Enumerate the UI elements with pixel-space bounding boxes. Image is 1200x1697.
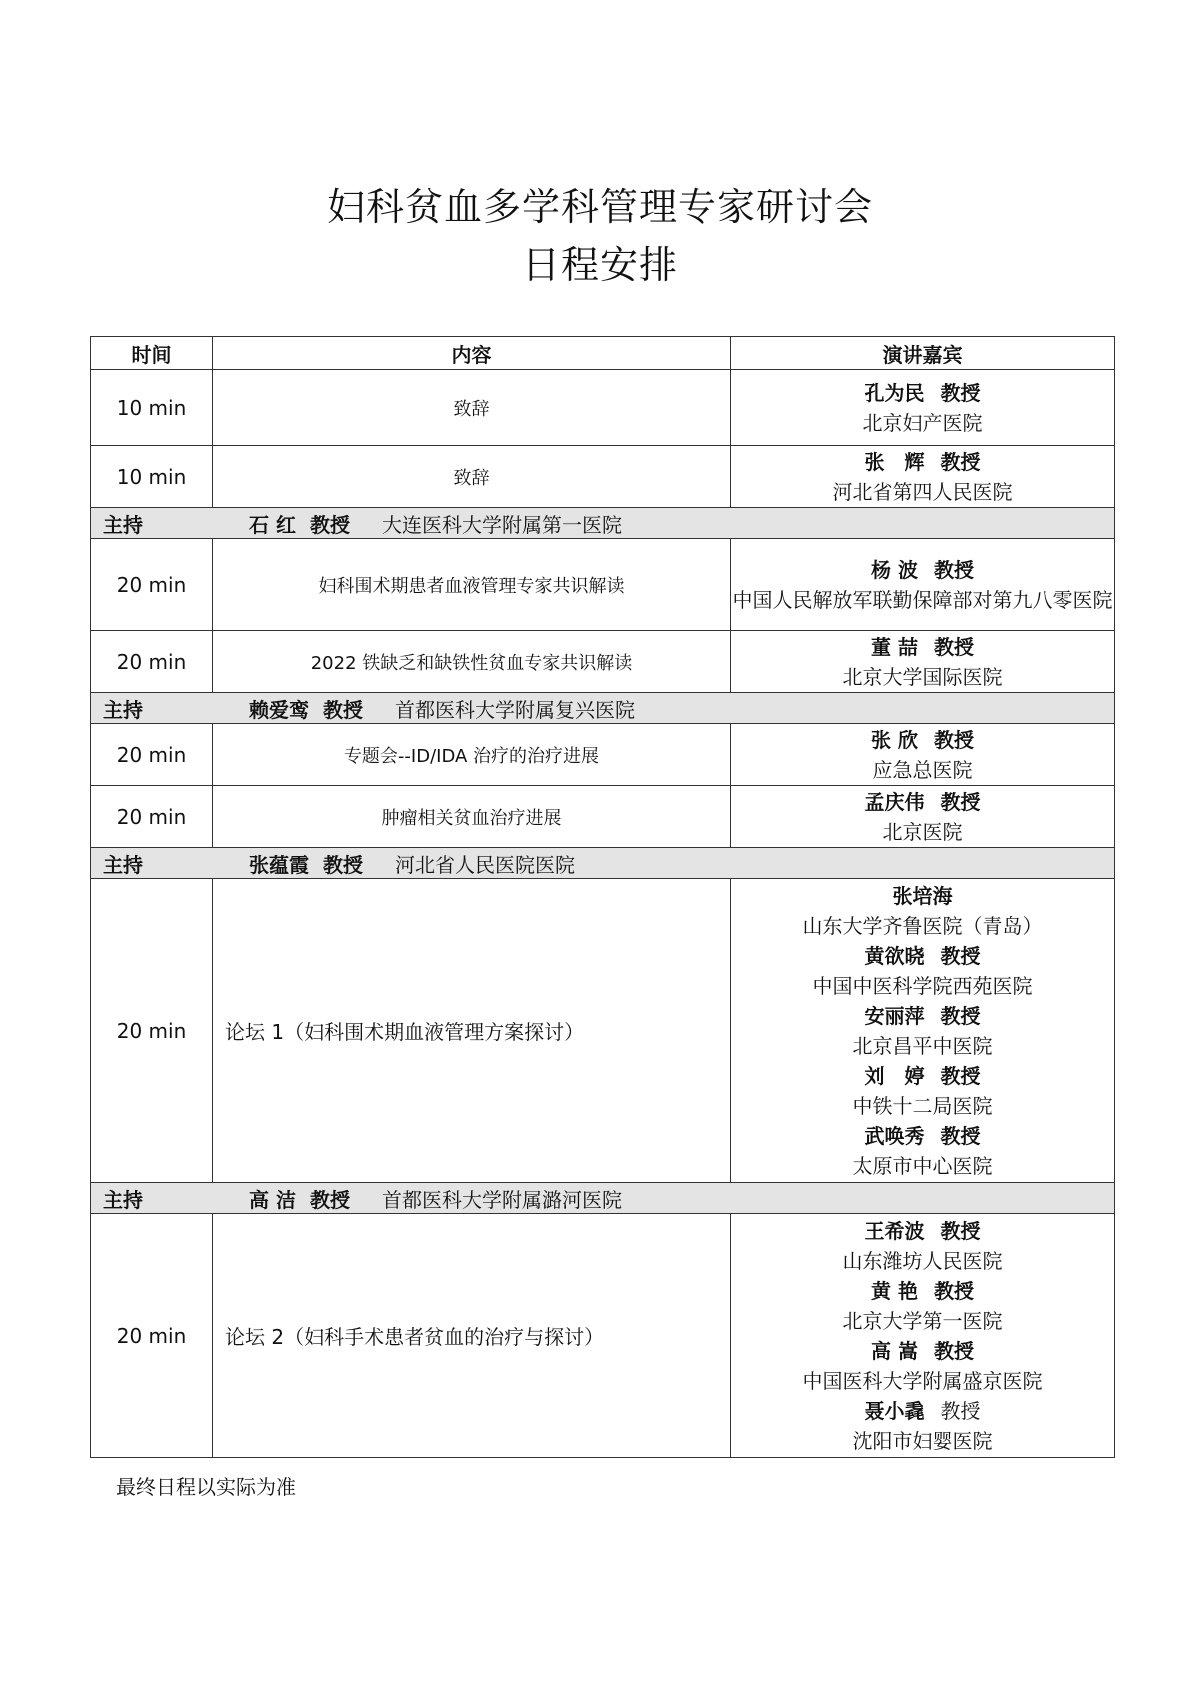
speaker-name: 刘 婷	[864, 1063, 925, 1088]
speaker-line	[731, 1336, 1114, 1366]
speaker-title: 教授	[940, 449, 981, 474]
host-title: 教授	[323, 697, 363, 722]
speaker-title: 教授	[940, 1123, 981, 1148]
session-row	[91, 446, 1115, 508]
speaker-title: 教授	[940, 380, 981, 405]
speaker-title: 教授	[940, 943, 981, 968]
speaker-line	[731, 725, 1114, 755]
speaker-title: 教授	[933, 1338, 974, 1363]
speaker-line	[731, 881, 1114, 911]
speaker-line	[731, 1001, 1114, 1031]
host-name: 石 红	[249, 512, 296, 537]
speaker-name: 张 辉	[864, 449, 925, 474]
speaker-title: 教授	[933, 727, 974, 752]
host-title: 教授	[309, 512, 350, 537]
speaker-cell	[731, 879, 1115, 1183]
speaker-affiliation: 中国医科大学附属盛京医院	[802, 1368, 1043, 1393]
speaker-line	[731, 555, 1114, 585]
speaker-line	[731, 1216, 1114, 1246]
speaker-title: 教授	[940, 1063, 981, 1088]
session-row	[91, 724, 1115, 786]
speaker-line	[731, 1396, 1114, 1426]
speaker-affiliation: 北京大学第一医院	[842, 1308, 1003, 1333]
title-line-1: 妇科贫血多学科管理专家研讨会	[326, 185, 873, 229]
session-content: 专题会--ID/IDA 治疗的治疗进展	[213, 724, 731, 786]
speaker-name: 杨 波	[871, 557, 918, 582]
speaker-affiliation: 中国人民解放军联勤保障部对第九八零医院	[732, 587, 1113, 612]
speaker-name: 黄欲晓	[864, 943, 925, 968]
speaker-affiliation: 河北省第四人民医院	[832, 479, 1013, 504]
speaker-name: 张培海	[892, 883, 953, 908]
host-cell	[91, 848, 1115, 879]
host-name: 高 洁	[249, 1187, 296, 1212]
speaker-name: 张 欣	[871, 727, 918, 752]
session-time: 20 min	[91, 631, 213, 693]
speaker-name: 高 嵩	[871, 1338, 918, 1363]
speaker-line	[731, 941, 1114, 971]
speaker-title: 教授	[933, 557, 974, 582]
session-content: 致辞	[213, 446, 731, 508]
speaker-affiliation: 应急总医院	[872, 757, 973, 782]
host-row	[91, 693, 1115, 724]
table-header-row	[91, 337, 1115, 370]
speaker-title: 教授	[940, 1218, 981, 1243]
speaker-cell	[731, 539, 1115, 631]
header-content: 内容	[213, 337, 731, 370]
speaker-affiliation: 山东潍坊人民医院	[842, 1248, 1003, 1273]
speaker-affiliation: 北京昌平中医院	[852, 1033, 993, 1058]
host-row	[91, 1183, 1115, 1214]
schedule-table	[90, 336, 1115, 1458]
host-affiliation: 首都医科大学附属潞河医院	[381, 1187, 622, 1212]
host-cell	[91, 1183, 1115, 1214]
host-cell	[91, 508, 1115, 539]
session-row	[91, 879, 1115, 1183]
speaker-cell	[731, 446, 1115, 508]
session-content: 肿瘤相关贫血治疗进展	[213, 786, 731, 848]
session-content: 论坛 1（妇科围术期血液管理方案探讨）	[213, 879, 731, 1183]
host-cell	[91, 693, 1115, 724]
session-time: 20 min	[91, 786, 213, 848]
speaker-line	[731, 1061, 1114, 1091]
title-line-2: 日程安排	[521, 243, 678, 287]
session-content: 妇科围术期患者血液管理专家共识解读	[213, 539, 731, 631]
host-name: 赖爱鸾	[249, 697, 309, 722]
speaker-affiliation: 中国中医科学院西苑医院	[812, 973, 1033, 998]
speaker-line	[731, 447, 1114, 477]
host-row	[91, 848, 1115, 879]
speaker-name: 武唤秀	[864, 1123, 925, 1148]
speaker-line	[731, 787, 1114, 817]
host-title: 教授	[323, 852, 363, 877]
speaker-cell	[731, 1214, 1115, 1458]
session-content: 2022 铁缺乏和缺铁性贫血专家共识解读	[213, 631, 731, 693]
speaker-affiliation: 北京妇产医院	[862, 410, 983, 435]
speaker-cell	[731, 370, 1115, 446]
header-speakers: 演讲嘉宾	[731, 337, 1115, 370]
speaker-cell	[731, 724, 1115, 786]
session-content: 论坛 2（妇科手术患者贫血的治疗与探讨）	[213, 1214, 731, 1458]
speaker-name: 聂小毳	[864, 1398, 925, 1423]
speaker-name: 董 喆	[871, 634, 918, 659]
speaker-name: 孟庆伟	[864, 789, 925, 814]
speaker-line	[731, 378, 1114, 408]
host-row	[91, 508, 1115, 539]
document-title	[0, 178, 1200, 294]
host-label: 主持	[103, 1187, 143, 1212]
speaker-name: 安丽萍	[864, 1003, 925, 1028]
session-time: 20 min	[91, 539, 213, 631]
host-title: 教授	[309, 1187, 350, 1212]
session-row	[91, 786, 1115, 848]
host-affiliation: 首都医科大学附属复兴医院	[395, 697, 635, 722]
host-affiliation: 大连医科大学附属第一医院	[381, 512, 622, 537]
speaker-affiliation: 山东大学齐鲁医院（青岛）	[802, 913, 1043, 938]
speaker-affiliation: 北京大学国际医院	[842, 664, 1003, 689]
speaker-name: 王希波	[864, 1218, 925, 1243]
speaker-name: 孔为民	[864, 380, 925, 405]
speaker-cell	[731, 786, 1115, 848]
speaker-title: 教授	[940, 1398, 981, 1423]
host-label: 主持	[103, 512, 143, 537]
host-label: 主持	[103, 852, 143, 877]
header-time: 时间	[91, 337, 213, 370]
speaker-affiliation: 太原市中心医院	[852, 1153, 993, 1178]
speaker-title: 教授	[940, 1003, 981, 1028]
speaker-cell	[731, 631, 1115, 693]
speaker-affiliation: 中铁十二局医院	[852, 1093, 993, 1118]
speaker-line	[731, 1276, 1114, 1306]
session-time: 10 min	[91, 446, 213, 508]
session-time: 20 min	[91, 1214, 213, 1458]
host-affiliation: 河北省人民医院医院	[395, 852, 575, 877]
session-row	[91, 539, 1115, 631]
session-row	[91, 1214, 1115, 1458]
session-time: 20 min	[91, 724, 213, 786]
speaker-title: 教授	[933, 634, 974, 659]
speaker-affiliation: 北京医院	[882, 819, 963, 844]
speaker-line	[731, 1121, 1114, 1151]
session-row	[91, 631, 1115, 693]
session-time: 10 min	[91, 370, 213, 446]
footnote: 最终日程以实际为准	[116, 1475, 296, 1499]
session-row	[91, 370, 1115, 446]
speaker-name: 黄 艳	[871, 1278, 918, 1303]
speaker-line	[731, 632, 1114, 662]
speaker-title: 教授	[933, 1278, 974, 1303]
schedule-body	[91, 370, 1115, 1458]
host-name: 张蕴霞	[249, 852, 309, 877]
speaker-title: 教授	[940, 789, 981, 814]
session-time: 20 min	[91, 879, 213, 1183]
speaker-affiliation: 沈阳市妇婴医院	[852, 1428, 993, 1453]
session-content: 致辞	[213, 370, 731, 446]
host-label: 主持	[103, 697, 143, 722]
